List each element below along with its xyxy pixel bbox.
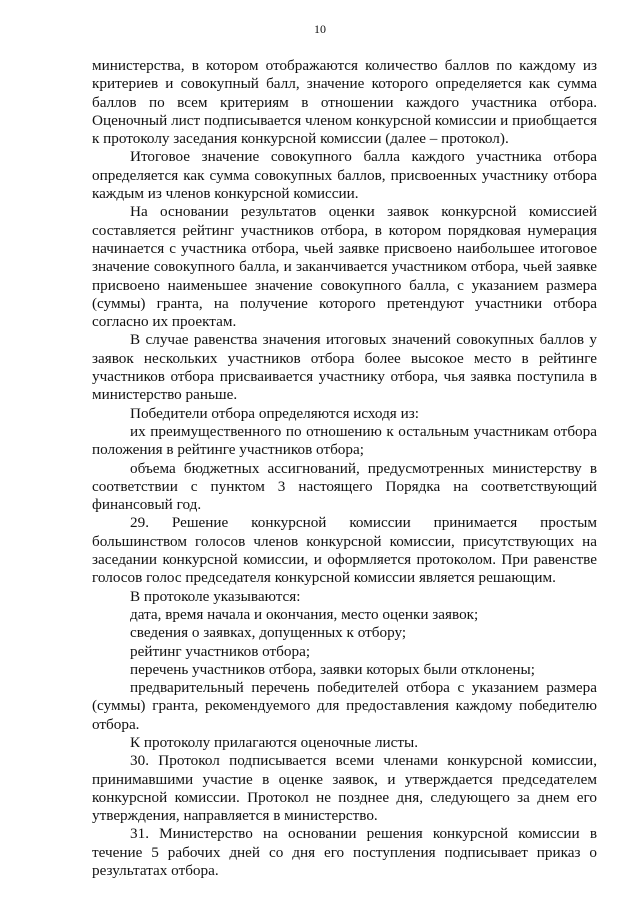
paragraph-evaluation-sheet-continuation: министерства, в котором отображаются количество баллов по каждому из критериев и совокупный балл, значение которого определяется как сумма баллов по всем критериям в отношении каждого участника отбора. Оценочный лист подписывается членом конкурсной комиссии и приобщается к протоколу заседания конкурсной комиссии (далее – протокол). <box>92 57 597 148</box>
paragraph-rating: На основании результатов оценки заявок конкурсной комиссией составляется рейтинг участников отбора, в котором порядковая нумерация начинается с участника отбора, чьей заявке присвоено наибольшее итоговое значение совокупного балла, и заканчивается участником отбора, чьей заявке присвоено наименьшее значение совокупного балла, с указанием размера (суммы) гранта, на получение которого претендуют участники отбора согласно их проектам. <box>92 203 597 331</box>
paragraph-protocol-item-date: дата, время начала и окончания, место оценки заявок; <box>130 605 479 623</box>
paragraph-protocol-item-rejected: перечень участников отбора, заявки которых были отклонены; <box>130 660 535 678</box>
paragraph-item-30: 30. Протокол подписывается всеми членами конкурсной комиссии, принимавшими участие в оценке заявок, и утверждается председателем конкурсной комиссии. Протокол не позднее дня, следующего за днем его утверждения, направляется в министерство. <box>92 752 597 825</box>
paragraph-tie-rule: В случае равенства значения итоговых значений совокупных баллов у заявок нескольких участников отбора более высокое место в рейтинге участников отбора присваивается участнику отбора, чья заявка поступила в министерство раньше. <box>92 331 597 404</box>
paragraph-winners-criterion-rating: их преимущественного по отношению к остальным участникам отбора положения в рейтинге участников отбора; <box>92 422 597 459</box>
paragraph-winners-criteria: Победители отбора определяются исходя из: <box>130 404 419 422</box>
paragraph-protocol-contents: В протоколе указываются: <box>130 587 301 605</box>
paragraph-protocol-item-winners: предварительный перечень победителей отбора с указанием размера (суммы) гранта, рекомендуемого для предоставления каждому победителю отбора. <box>92 679 597 733</box>
paragraph-winners-criterion-budget: объема бюджетных ассигнований, предусмотренных министерству в соответствии с пунктом 3 настоящего Порядка на соответствующий финансовый год. <box>92 459 597 514</box>
page-number: 10 <box>314 22 326 36</box>
paragraph-item-29: 29. Решение конкурсной комиссии принимается простым большинством голосов членов конкурсной комиссии, присутствующих на заседании конкурсной комиссии, и оформляется протоколом. При равенстве голосов голос председателя конкурсной комиссии является решающим. <box>92 514 597 587</box>
document-body <box>92 57 597 880</box>
paragraph-protocol-attachments: К протоколу прилагаются оценочные листы. <box>130 733 419 751</box>
paragraph-final-score: Итоговое значение совокупного балла каждого участника отбора определяется как сумма совокупных баллов, присвоенных участнику отбора каждым из членов конкурсной комиссии. <box>92 148 597 203</box>
paragraph-item-31: 31. Министерство на основании решения конкурсной комиссии в течение 5 рабочих дней со дня его поступления подписывает приказ о результатах отбора. <box>92 825 597 880</box>
paragraph-protocol-item-rating: рейтинг участников отбора; <box>130 642 311 660</box>
paragraph-protocol-item-applications: сведения о заявках, допущенных к отбору; <box>130 624 407 642</box>
